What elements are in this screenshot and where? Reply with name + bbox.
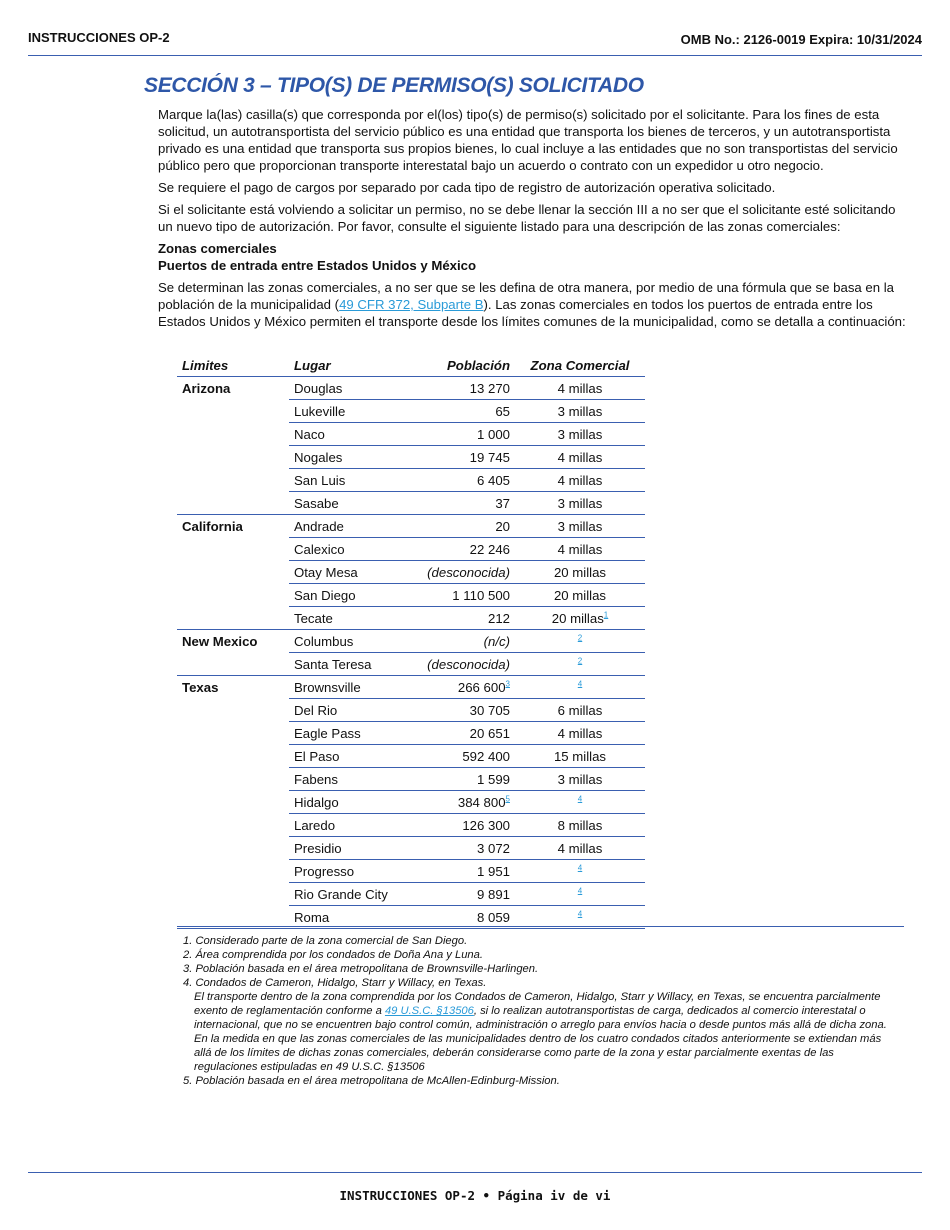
cell-zone [515,699,645,722]
population-value: 384 800 [457,794,506,810]
population-value: 37 [495,495,510,511]
paragraph-reapply: Si el solicitante está volviendo a solicitar un permiso, no se debe llenar la sección III a no ser que el solicitante esté solicitando un nuevo tipo de autorización. Por favor, consulte el siguiente listado para una descripción de las zonas comerciales: [158,202,896,234]
section-title: SECCIÓN 3 – TIPO(S) DE PERMISO(S) SOLICITADO [144,74,644,97]
cell-population [409,653,515,676]
cell-place: Sasabe [289,492,409,515]
cell-zone [515,423,645,446]
zone-value: 3 millas [557,495,603,511]
cell-state [177,883,289,906]
cell-state [177,492,289,515]
cell-state [177,722,289,745]
cell-zone [515,768,645,791]
population-value: (n/c) [483,633,510,649]
cell-zone [515,400,645,423]
cell-population [409,584,515,607]
cell-place: Fabens [289,768,409,791]
zone-value: 3 millas [557,771,603,787]
footnote-ref[interactable]: 2 [577,633,583,643]
footnote-ref[interactable]: 4 [577,886,583,896]
cell-zone [515,607,645,630]
footnote-ref[interactable]: 4 [577,863,583,873]
table-row [177,883,645,906]
footnote-1: 1. Considerado parte de la zona comercial de San Diego. [183,935,468,947]
footnote-4: 4. Condados de Cameron, Hidalgo, Starr y Willacy, en Texas. [183,977,487,989]
cell-place: Naco [289,423,409,446]
cell-place: San Luis [289,469,409,492]
footer-rule [28,1172,922,1173]
cell-place: Brownsville [289,676,409,699]
zone-value: 8 millas [557,817,603,833]
cell-state: Arizona [182,380,231,396]
cell-zone [515,791,645,814]
cell-zone [515,446,645,469]
population-value: 9 891 [476,886,510,902]
cell-population [409,676,515,699]
population-value: 1 110 500 [452,587,510,603]
table-row [177,400,645,423]
cell-state: New Mexico [182,633,258,649]
col-header-limits: Limites [177,355,289,377]
zone-value: 4 millas [557,725,603,741]
population-value: (desconocida) [427,656,510,672]
cell-state [177,538,289,561]
subheading-commercial-zones: Zonas comerciales [158,241,277,256]
zone-value: 20 millas [551,610,604,626]
population-value: 8 059 [476,909,510,925]
table-row [177,676,645,699]
cell-zone [515,561,645,584]
cell-place: Roma [289,906,409,929]
page-header [28,30,922,54]
cell-zone [515,492,645,515]
cell-population [409,837,515,860]
footnote-4-text-a: El transporte dentro de la zona comprendida por los Condados de Cameron, Hidalgo, Starr y Willacy, en Texas, se encuentra parcialmente exento de reglamentación conforme a [194,991,881,1017]
cell-zone [515,538,645,561]
population-value: 592 400 [462,748,510,764]
population-value: 20 651 [469,725,510,741]
cell-zone [515,469,645,492]
table-row [177,515,645,538]
cell-state [177,837,289,860]
cell-population [409,515,515,538]
cell-place: Andrade [289,515,409,538]
page-footer: INSTRUCCIONES OP-2 • Página iv de vi [339,1188,611,1203]
cell-place: Lukeville [289,400,409,423]
footnote-ref[interactable]: 5 [505,794,510,804]
paragraph-fees: Se requiere el pago de cargos por separado por cada tipo de registro de autorización operativa solicitado. [158,180,776,195]
cell-state [177,584,289,607]
zone-value: 15 millas [553,748,607,764]
zone-value: 20 millas [553,564,607,580]
cell-place: Otay Mesa [289,561,409,584]
cell-place: Laredo [289,814,409,837]
cell-place: Hidalgo [289,791,409,814]
footnote-ref[interactable]: 2 [577,656,583,666]
cell-zone [515,745,645,768]
zone-value: 3 millas [557,518,603,534]
cell-zone [515,814,645,837]
cell-population [409,883,515,906]
cell-population [409,722,515,745]
table-row [177,791,645,814]
population-value: (desconocida) [427,564,510,580]
table-row [177,469,645,492]
zone-value: 6 millas [557,702,603,718]
cell-state [177,400,289,423]
table-row [177,492,645,515]
header-omb-info: OMB No.: 2126-0019 Expira: 10/31/2024 [680,32,922,47]
cell-state [177,860,289,883]
cell-state [177,814,289,837]
cell-place: Douglas [289,377,409,400]
zone-value: 4 millas [557,380,603,396]
zone-formula-text-b: ). Las zonas comerciales en todos los puertos de entrada entre los Estados Unidos y México permiten el transporte desde los límites comunes de la municipalidad, como se detalla a continuación: [158,297,906,329]
table-row [177,653,645,676]
cell-state: Texas [182,679,219,695]
paragraph-zone-formula [158,279,906,330]
cell-place: Columbus [289,630,409,653]
footnote-5: 5. Población basada en el área metropolitana de McAllen-Edinburg-Mission. [183,1075,560,1087]
table-row [177,538,645,561]
cell-population [409,377,515,400]
cell-population [409,745,515,768]
zone-value: 4 millas [557,449,603,465]
cell-state [177,423,289,446]
header-rule [28,55,922,56]
cell-population [409,607,515,630]
cell-state [177,469,289,492]
cell-place: Nogales [289,446,409,469]
table-row [177,584,645,607]
table-row [177,561,645,584]
cell-place: Santa Teresa [289,653,409,676]
footnote-ref[interactable]: 4 [577,679,583,689]
table-row [177,860,645,883]
cell-state [177,768,289,791]
table-row [177,768,645,791]
table-row [177,446,645,469]
cell-zone [515,837,645,860]
population-value: 1 000 [476,426,510,442]
cell-state [177,446,289,469]
population-value: 126 300 [462,817,510,833]
cell-place: Presidio [289,837,409,860]
cell-state [177,653,289,676]
cell-place: Del Rio [289,699,409,722]
zone-value: 4 millas [557,840,603,856]
cell-population [409,768,515,791]
cell-population [409,699,515,722]
header-form-name: INSTRUCCIONES OP-2 [28,30,170,45]
zone-value: 20 millas [553,587,607,603]
population-value: 266 600 [457,679,506,695]
footnote-4-text-b: , si lo realizan autotransportistas de carga, dedicados al comercio interestatal o internacional, que no se encuentren bajo control común, administración o arreglo para envíos hacia o desde puntos más allá de dicha zona. En la medida en que las zonas comerciales de las municipalidades dentro de los cuatro condados citados anteriormente se extiendan más allá de los límites de dichas zonas comerciales, deberán considerarse como parte de la zona y estar parcialmente exentas de las regulaciones estipuladas en 49 U.S.C. §13506 [194,1005,887,1073]
footnote-4-detail [183,990,898,1074]
cell-state [177,745,289,768]
cell-population [409,423,515,446]
cell-state [177,561,289,584]
section-body [158,106,906,335]
paragraph-permit-types: Marque la(las) casilla(s) que corresponda por el(los) tipo(s) de permiso(s) solicitado por el solicitante. Para los fines de esta solicitud, un autotransportista del servicio público es una entidad que transporta los bienes de terceros, y un autotransportista privado es una entidad que transporta sus propios bienes, lo cual incluye a las entidades que no son transportistas del servicio público pero que proporcionan transporte interestatal bajo un acuerdo o contrato con un expedidor u otro negocio. [158,107,898,173]
cell-zone [515,860,645,883]
table-row [177,630,645,653]
cell-population [409,860,515,883]
zone-value: 3 millas [557,426,603,442]
cell-population [409,492,515,515]
cell-population [409,469,515,492]
cell-population [409,814,515,837]
cell-zone [515,630,645,653]
table-row [177,607,645,630]
cell-state [177,791,289,814]
cell-state [177,699,289,722]
table-row [177,814,645,837]
population-value: 20 [495,518,510,534]
cell-population [409,561,515,584]
population-value: 6 405 [476,472,510,488]
cell-population [409,630,515,653]
footnote-ref[interactable]: 1 [603,610,609,620]
footnote-ref[interactable]: 4 [577,909,583,919]
table-end-rule [177,926,904,927]
cell-place: Progresso [289,860,409,883]
cell-place: San Diego [289,584,409,607]
footnote-ref[interactable]: 3 [505,679,510,689]
cell-population [409,446,515,469]
cell-population [409,791,515,814]
population-value: 19 745 [469,449,510,465]
zone-value: 4 millas [557,472,603,488]
cell-state: California [182,518,243,534]
commercial-zones-table [177,355,645,929]
cell-place: Rio Grande City [289,883,409,906]
cell-place: Tecate [289,607,409,630]
cell-zone [515,883,645,906]
table-row [177,423,645,446]
cell-zone [515,584,645,607]
usc-13506-link[interactable]: 49 U.S.C. §13506 [384,1005,474,1017]
population-value: 1 951 [476,863,510,879]
cell-population [409,538,515,561]
population-value: 212 [487,610,510,626]
population-value: 3 072 [476,840,510,856]
cell-zone [515,676,645,699]
col-header-place: Lugar [289,355,409,377]
table-row [177,722,645,745]
cell-place: Calexico [289,538,409,561]
footnote-2: 2. Área comprendida por los condados de Doña Ana y Luna. [183,949,483,961]
cell-zone [515,377,645,400]
table-row [177,699,645,722]
col-header-population: Población [409,355,515,377]
table-header-row [177,355,645,377]
zone-value: 4 millas [557,541,603,557]
table-row [177,837,645,860]
cell-population [409,400,515,423]
table-row [177,745,645,768]
cell-place: El Paso [289,745,409,768]
zone-formula-text-a: Se determinan las zonas comerciales, a no ser que se les defina de otra manera, por medio de una fórmula que se basa en la población de la municipalidad ( [158,280,895,312]
population-value: 13 270 [469,380,510,396]
subheading-ports-of-entry: Puertos de entrada entre Estados Unidos y México [158,258,477,273]
footnotes [183,934,898,1088]
population-value: 30 705 [469,702,510,718]
cell-state [177,607,289,630]
cell-zone [515,515,645,538]
population-value: 22 246 [469,541,510,557]
cfr-372-link[interactable]: 49 CFR 372, Subparte B [339,297,484,312]
footnote-ref[interactable]: 4 [577,794,583,804]
cell-zone [515,722,645,745]
zone-value: 3 millas [557,403,603,419]
col-header-zone: Zona Comercial [515,355,645,377]
cell-place: Eagle Pass [289,722,409,745]
population-value: 1 599 [476,771,510,787]
population-value: 65 [495,403,510,419]
table-row [177,377,645,400]
footnote-3: 3. Población basada en el área metropolitana de Brownsville-Harlingen. [183,963,539,975]
cell-zone [515,653,645,676]
